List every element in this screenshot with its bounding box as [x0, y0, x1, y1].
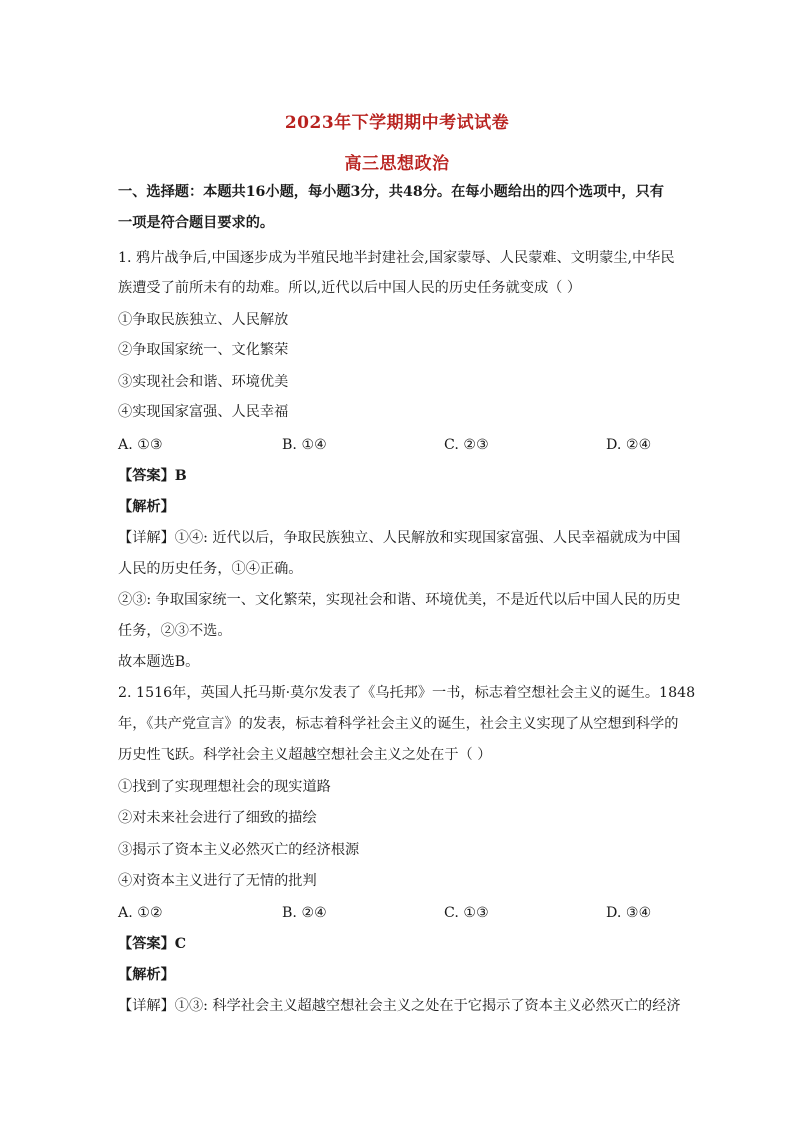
q1-item-4: ④实现国家富强、人民幸福: [118, 404, 289, 420]
q2-stem-line2: 年，《共产党宣言》的发表，标志着科学社会主义的诞生，社会主义实现了从空想到科学的: [118, 716, 679, 732]
q1-option-a: A. ①③: [118, 437, 163, 453]
q1-stem-line2: 族遭受了前所未有的劫难。所以,近代以后中国人民的历史任务就变成（ ）: [118, 280, 582, 296]
q2-option-d: D. ③④: [606, 905, 652, 921]
q2-option-a: A. ①②: [118, 905, 163, 921]
exam-title: 2023年下学期期中考试试卷: [284, 113, 510, 133]
q1-detail-line2: 人民的历史任务，①④正确。: [118, 561, 303, 577]
q2-item-2: ②对未来社会进行了细致的描绘: [118, 810, 317, 826]
q1-detail-line1: 【详解】①④: 近代以后，争取民族独立、人民解放和实现国家富强、人民幸福就成为中国: [118, 530, 681, 546]
q1-analysis-heading: 【解析】: [118, 499, 175, 515]
section-instruction-line1: 一、选择题：本题共16小题，每小题3分，共48分。在每小题给出的四个选项中，只有: [118, 184, 664, 200]
q2-analysis-heading: 【解析】: [118, 967, 175, 983]
q1-conclusion: 故本题选B。: [118, 654, 200, 670]
q1-stem-line1: 1. 鸦片战争后,中国逐步成为半殖民地半封建社会,国家蒙辱、人民蒙难、文明蒙尘,中华民: [118, 250, 675, 266]
q1-item-2: ②争取国家统一、文化繁荣: [118, 342, 289, 358]
q2-item-3: ③揭示了资本主义必然灭亡的经济根源: [118, 842, 360, 858]
q1-answer: 【答案】B: [118, 468, 187, 484]
q2-option-c: C. ①③: [444, 905, 489, 921]
q1-option-b: B. ①④: [282, 437, 327, 453]
q2-item-4: ④对资本主义进行了无情的批判: [118, 873, 317, 889]
q1-option-c: C. ②③: [444, 437, 489, 453]
q2-stem-line3: 历史性飞跃。科学社会主义超越空想社会主义之处在于（ ）: [118, 747, 492, 763]
exam-subject: 高三思想政治: [344, 154, 450, 174]
q2-item-1: ①找到了实现理想社会的现实道路: [118, 779, 331, 795]
q2-stem-line1: 2. 1516年，英国人托马斯·莫尔发表了《乌托邦》一书，标志着空想社会主义的诞生。1848: [118, 685, 696, 701]
q2-option-b: B. ②④: [282, 905, 327, 921]
q1-detail-line3: ②③: 争取国家统一、文化繁荣，实现社会和谐、环境优美，不是近代以后中国人民的历史: [118, 592, 681, 608]
q2-detail-line1: 【详解】①③: 科学社会主义超越空想社会主义之处在于它揭示了资本主义必然灭亡的经济: [118, 998, 681, 1014]
q1-option-d: D. ②④: [606, 437, 652, 453]
q1-detail-line4: 任务，②③不选。: [118, 623, 232, 639]
q1-item-1: ①争取民族独立、人民解放: [118, 312, 289, 328]
q1-item-3: ③实现社会和谐、环境优美: [118, 374, 289, 390]
q2-answer: 【答案】C: [118, 936, 187, 952]
section-instruction-line2: 一项是符合题目要求的。: [118, 215, 275, 231]
